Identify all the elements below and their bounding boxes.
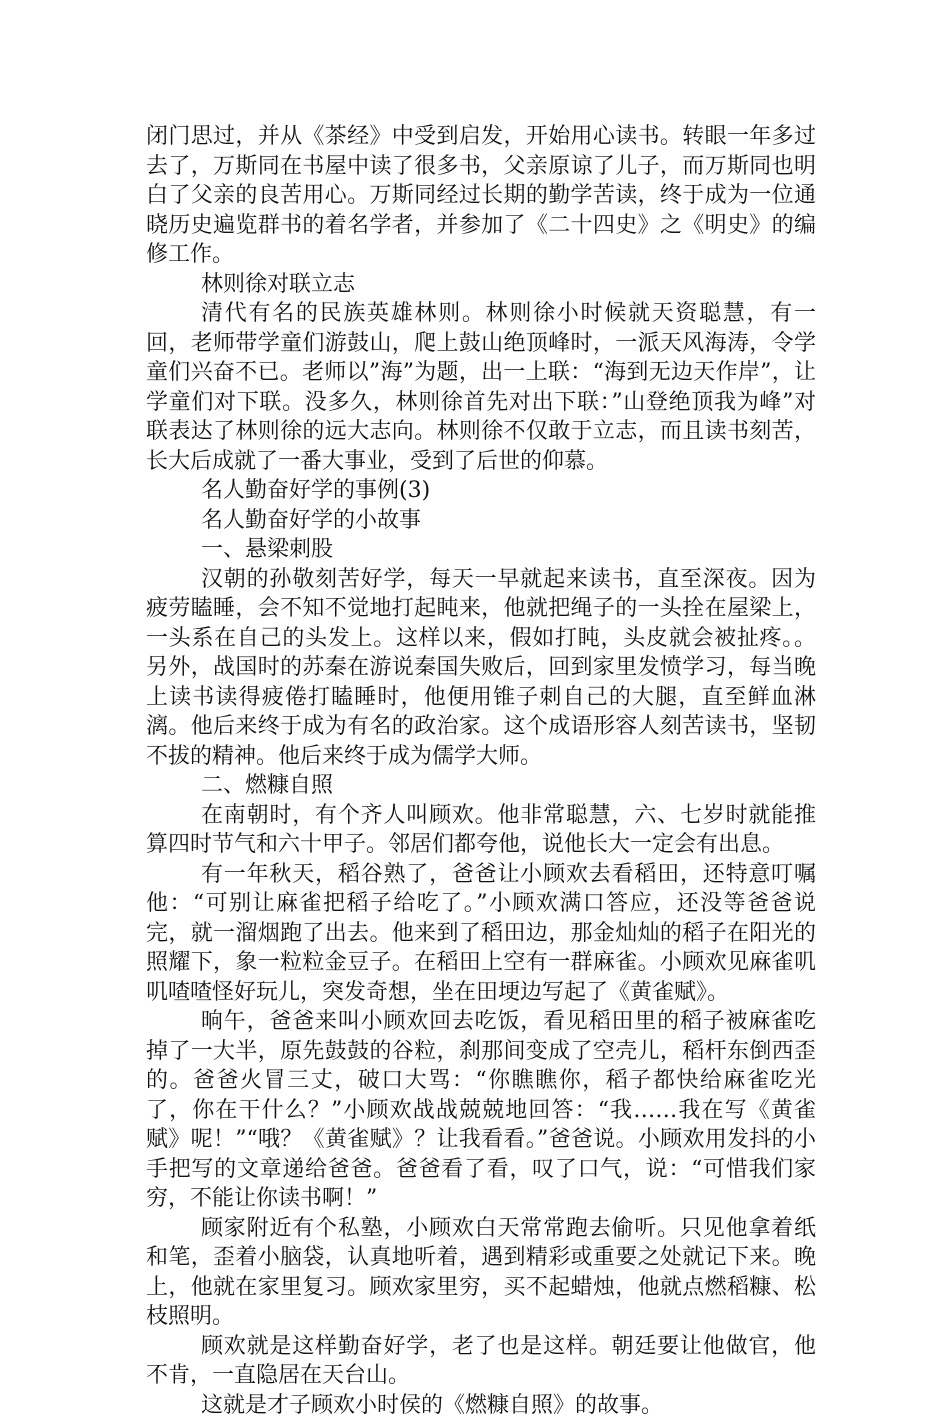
paragraph-gu-huan-intro: 在南朝时，有个齐人叫顾欢。他非常聪慧，六、七岁时就能推算四时节气和六十甲子。邻居们都夸他，说他长大一定会有出息。 (146, 801, 816, 860)
document-body (146, 122, 816, 1420)
heading-section-3: 名人勤奋好学的事例(3) (146, 476, 816, 506)
heading-short-stories: 名人勤奋好学的小故事 (146, 506, 816, 536)
paragraph-autumn-rice: 有一年秋天，稻谷熟了，爸爸让小顾欢去看稻田，还特意叮嘱他：“可别让麻雀把稻子给吃了。”小顾欢满口答应，还没等爸爸说完，就一溜烟跑了出去。他来到了稻田边，那金灿灿的稻子在阳光的照耀下，象一粒粒金豆子。在稻田上空有一群麻雀。小顾欢见麻雀叽叽喳喳怪好玩儿，突发奇想，坐在田埂边写起了《黄雀赋》。 (146, 860, 816, 1008)
paragraph-story-end: 这就是才子顾欢小时侯的《燃糠自照》的故事。 (146, 1391, 816, 1420)
heading-xuanliang-cigu: 一、悬梁刺股 (146, 535, 816, 565)
paragraph-sun-jing: 汉朝的孙敬刻苦好学，每天一早就起来读书，直至深夜。因为疲劳瞌睡，会不知不觉地打起盹来，他就把绳子的一头拴在屋梁上，一头系在自己的头发上。这样以来，假如打盹，头皮就会被扯疼。。另外，战国时的苏秦在游说秦国失败后，回到家里发愤学习，每当晚上读书读得疲倦打瞌睡时，他便用锥子刺自己的大腿，直至鲜血淋漓。他后来终于成为有名的政治家。这个成语形容人刻苦读书，坚韧不拔的精神。他后来终于成为儒学大师。 (146, 565, 816, 772)
paragraph-private-school: 顾家附近有个私塾，小顾欢白天常常跑去偷听。只见他拿着纸和笔，歪着小脑袋，认真地听着，遇到精彩或重要之处就记下来。晚上，他就在家里复习。顾欢家里穷，买不起蜡烛，他就点燃稻糠、松枝照明。 (146, 1214, 816, 1332)
paragraph-lin-zexu: 清代有名的民族英雄林则。林则徐小时候就天资聪慧，有一回，老师带学童们游鼓山，爬上鼓山绝顶峰时，一派天风海涛，令学童们兴奋不已。老师以”海”为题，出一上联：“海到无边天作岸”，让学童们对下联。没多久，林则徐首先对出下联：”山登绝顶我为峰”对联表达了林则徐的远大志向。林则徐不仅敢于立志，而且读书刻苦，长大后成就了一番大事业，受到了后世的仰慕。 (146, 299, 816, 476)
heading-ran-kang-zi-zhao: 二、燃糠自照 (146, 771, 816, 801)
paragraph-noon-scolding: 晌午，爸爸来叫小顾欢回去吃饭，看见稻田里的稻子被麻雀吃掉了一大半，原先鼓鼓的谷粒，刹那间变成了空壳儿，稻杆东倒西歪的。爸爸火冒三丈，破口大骂：“你瞧瞧你，稻子都快给麻雀吃光了，你在干什么？”小顾欢战战兢兢地回答：“我……我在写《黄雀赋》呢！”“哦？《黄雀赋》？让我看看。”爸爸说。小顾欢用发抖的小手把写的文章递给爸爸。爸爸看了看，叹了口气，说：“可惜我们家穷，不能让你读书啊！” (146, 1007, 816, 1214)
paragraph-diligent-old-age: 顾欢就是这样勤奋好学，老了也是这样。朝廷要让他做官，他不肯，一直隐居在天台山。 (146, 1332, 816, 1391)
heading-lin-zexu: 林则徐对联立志 (146, 270, 816, 300)
paragraph-wansitong-ending: 闭门思过，并从《茶经》中受到启发，开始用心读书。转眼一年多过去了，万斯同在书屋中读了很多书，父亲原谅了儿子，而万斯同也明白了父亲的良苦用心。万斯同经过长期的勤学苦读，终于成为一位通晓历史遍览群书的着名学者，并参加了《二十四史》之《明史》的编修工作。 (146, 122, 816, 270)
